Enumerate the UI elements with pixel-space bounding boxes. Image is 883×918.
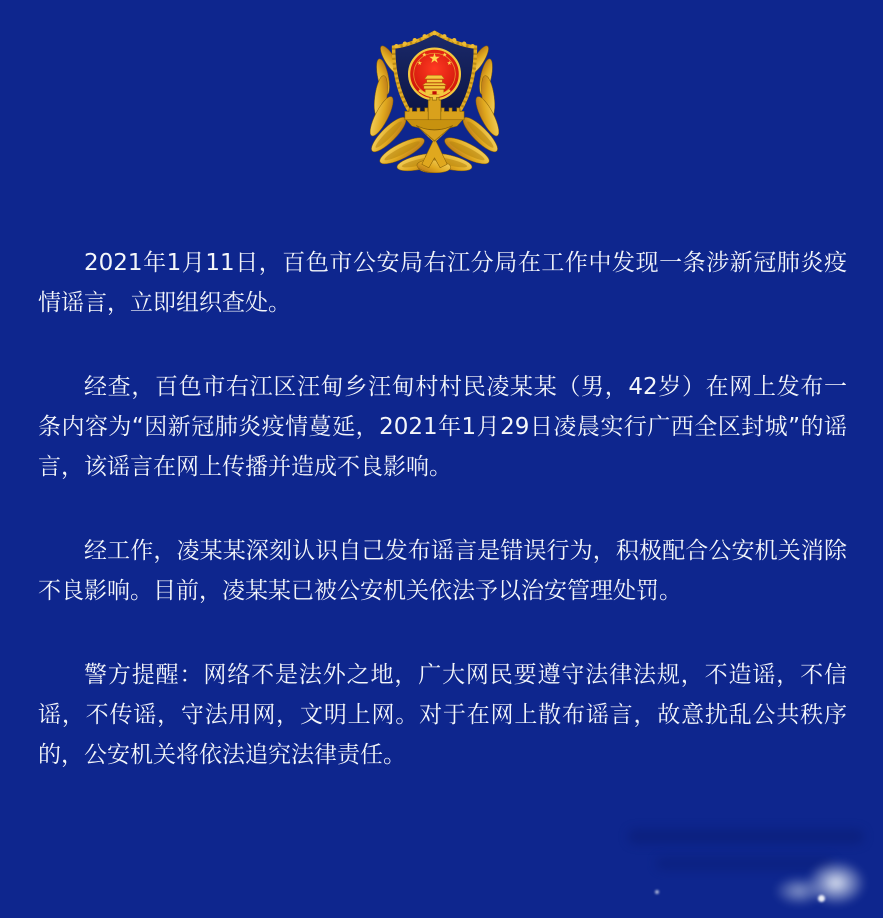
watermark-smudge: [628, 829, 864, 844]
police-badge-icon: [364, 23, 505, 175]
watermark-smudge: [656, 857, 834, 870]
notice-body: [38, 243, 847, 819]
notice-paragraph-2: 经查，百色市右江区汪甸乡汪甸村村民凌某某（男，42岁）在网上发布一条内容为“因新冠肺炎疫情蔓延，2021年1月29日凌晨实行广西全区封城”的谣言，该谣言在网上传播并造成不良影响。: [38, 374, 847, 480]
notice-paragraph-3: 经工作，凌某某深刻认识自己发布谣言是错误行为，积极配合公安机关消除不良影响。目前，凌某某已被公安机关依法予以治安管理处罚。: [38, 538, 847, 604]
notice-paragraph-4: 警方提醒：网络不是法外之地，广大网民要遵守法律法规，不造谣，不信谣，不传谣，守法用网，文明上网。对于在网上散布谣言，故意扰乱公共秩序的，公安机关将依法追究法律责任。: [38, 662, 847, 768]
watermark-dot: [818, 895, 825, 902]
watermark-dot: [655, 890, 659, 894]
notice-paragraph-1: 2021年1月11日，百色市公安局右江分局在工作中发现一条涉新冠肺炎疫情谣言，立即组织查处。: [38, 250, 847, 316]
watermark-blob: [774, 876, 824, 906]
